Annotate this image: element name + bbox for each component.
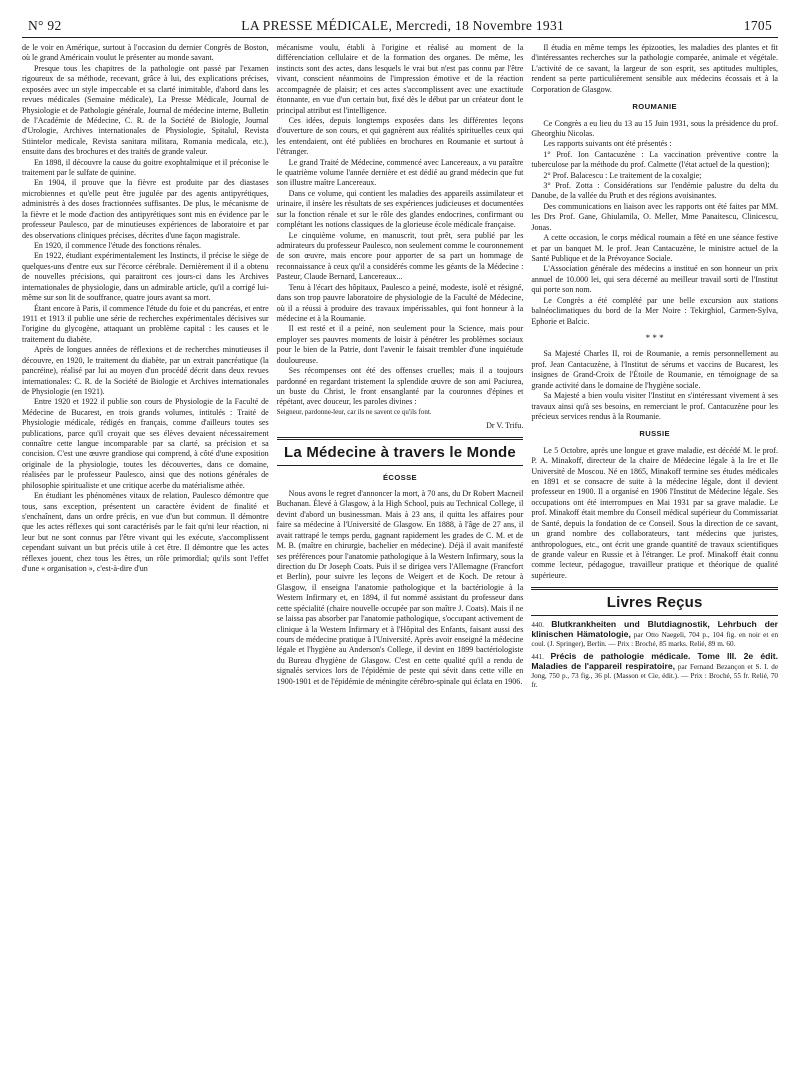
- column-3: [531, 43, 778, 690]
- paragraph: Le Congrès a été complété par une belle excursion aux stations balnéoclimatiques du bord de la Mer Noire : Tekirghiol, Carmen-Sylva, Ephorie et Balcic.: [531, 295, 779, 326]
- separator-stars: * * *: [645, 332, 664, 343]
- paragraph: En 1904, il prouve que la fièvre est produite par des diastases microbiennes et qu'elle peut être jugulée par des agents antipyrétiques, administrés à des doses fractionnées suffisantes. De plus, le mécanisme de la fièvre et le mode d'action des antipyrétiques sont mis en évidence par le professeur Paulesco, par de minutieuses expériences de laboratoire et par des observations cliniques précises, décrites d'une façon magistrale.: [22, 178, 269, 240]
- paragraph: Ce Congrès a eu lieu du 13 au 15 Juin 1931, sous la présidence du prof. Gheorghiu Nicolas.: [531, 118, 779, 138]
- paragraph: Dans ce volume, qui contient les maladies des appareils assimilateur et urinaire, il insère les résultats de ses expériences judicieuses et documentées sur la fonction rénale et sur le rôle des glandes endocrines, confirmant ou complétant les notions classiques de la glorieuse école médicale française.: [276, 188, 524, 230]
- paragraph: En 1898, il découvre la cause du goitre exophtalmique et il préconise le traitement par le sulfate de quinine.: [22, 157, 269, 178]
- paragraph: Après de longues années de réflexions et de recherches minutieuses il découvre, en 1920, le traitement du diabète, par un extrait pancréatique (la pancréine), réalisé par lui au moyen d'un procédé décrit dans deux revues internationales: C. R. de la Société de Biologie et Archives internationales de Physiologie (en 1921).: [22, 345, 269, 396]
- book-entry: [531, 652, 778, 690]
- divider: [277, 465, 524, 466]
- column-1: [22, 43, 269, 690]
- russie-text: Le 5 Octobre, après une longue et grave maladie, est décédé M. le prof. P. A. Minakoff, directeur de la chaire de Médecine légale à la Ire et IIe Université de Moscou. Né en 1865, Minakoff termine ses études médicales en 1891 et se consacre de suite à la médecine légale, dont il devient professeur en 1900. Il a organisé en 1906 l'Institut de Médecine légale. Ses occupations ont été interrompues en Mai 1931 par sa grave maladie. Le prof. Minakoff était membre du Conseil médical supérieur du Commissariat de Santé, depuis la fondation de ce Conseil. Sous la direction de ce savant, un grand nombre des collaborateurs, tant médecins que juristes, anthropologues, etc., ont écrit une grande quantité de travaux scientifiques de grande valeur en Russie et à l'étranger. Le prof. Minakoff était connu comme lecteur, pédagogue, travailleur pratique et théorique de qualité supérieure.: [531, 445, 779, 580]
- paragraph: Presque tous les chapitres de la pathologie ont passé par l'examen rigoureux de sa méthode, recevant, grâce à lui, des explications précises, exposées avec un style impeccable et sa clarté inimitable, d'abord dans les revues médicales (Semaine médicale), La Presse Médicale, Journal de Physiologie et de Pathologie générale, Journal de médecine interne, Bulletin de l'Académie de Médecine, C. R. de la Société de Biologie, Journal d'Urologie, Archives internationales de Physiologie, Spitalul, Revista Stiintelor medicale, Revista sanitara militara, Romania medicala, etc.), ensuite dans des brochures et des traités de grande valeur.: [22, 63, 269, 157]
- section-divider: [531, 587, 778, 590]
- paragraph: Entre 1920 et 1922 il publie son cours de Physiologie de la Faculté de Médecine de Bucarest, en trois grands volumes, intitulés : Traité de Physiologie médicale, rédigés en français, comme d'ailleurs toutes ses publications, parce qu'il croyait que ses élèves devaient nécessairement connaître cette langue incomparable par sa clarté, sa précision et sa concision. C'est une œuvre grandiose qui comprend, à côté d'une exposition originale de la physiologie, toutes les découvertes, dans ce domaine, réalisées par le professeur Paulesco, ainsi que des notions générales de philosophie spiritualiste et une critique acerbe du matérialisme athée.: [22, 397, 269, 490]
- paragraph: mécanisme voulu, établi à l'origine et réalisé au moment de la différenciation cellulaire et de la formation des organes. De même, les instincts sont des actes, dans lesquels le vrai but n'est pas connu par l'être vivant, conscient néanmoins de l'impression émotive et de la réaction accompagnée de plaisir; et ces actes s'accomplissent avec une exactitude étonnante, en vue d'un certain but, fixé dès le début par un créateur dont le principal attribut est l'intelligence.: [276, 43, 524, 115]
- paragraph: Des communications en liaison avec les rapports ont été faites par MM. les Drs Prof. Gane, Ghiulamila, O. Meller, Mme Panaitescu, Clinicescu, Jonas.: [531, 201, 779, 232]
- paragraph: Ces idées, depuis longtemps exposées dans les différentes leçons d'ouverture de son cours, et qui gagnèrent aux réalités spirituelles ceux qui les entendaient, ont été publiées en brochures en Roumanie et surtout à l'étranger.: [276, 115, 524, 157]
- page-number: 1705: [743, 18, 772, 33]
- paragraph: Étant encore à Paris, il commence l'étude du foie et du pancréas, et entre 1911 et 1913 il publie une série de recherches expérimentales décisives sur l'origine du glycogène, attaquant un problème capital : les causes et le traitement du diabète.: [22, 303, 269, 344]
- paragraph: Ses récompenses ont été des offenses cruelles; mais il a toujours pardonné en regardant tristement la splendide œuvre de son ami Paciurea, un buste du Christ, le front ensanglanté par la couronnes d'épines et répétant, avec douceur, les paroles divines :: [276, 366, 524, 407]
- paragraph: 3° Prof. Zotta : Considérations sur l'endémie palustre du delta du Danube, de la vallée du Pruth et des régions avoisinantes.: [531, 181, 779, 201]
- column-2: [277, 43, 524, 690]
- paragraph: Sa Majesté a bien voulu visiter l'Institut en s'intéressant vivement à ses travaux ainsi qu'à ses besoins, en remerciant le prof. Cantacuzène pour les précieux services rendus à la Roumanie.: [531, 391, 779, 421]
- columns: [22, 43, 778, 690]
- livres-title: Livres Reçus: [606, 594, 703, 612]
- book-title: Précis de pathologie médicale. Tome III. 2e édit. Maladies de l'appareil respiratoire,: [531, 650, 779, 672]
- paragraph: A cette occasion, le corps médical roumain a fêté en une séance festive et par un banquet M. le prof. Jean Cantacuzène, le ministre actuel de la Santé Publique et de la Prévoyance Sociale.: [531, 233, 779, 264]
- section-divider: [277, 437, 524, 440]
- ecosse-text-cont: Il étudia en même temps les épizooties, les maladies des plantes et fit d'intéressantes recherches sur la pathologie comparée, animale et végétale. L'activité de ce savant, la largeur de son esprit, ses aptitudes multiples, rendent sa perte particulièrement sensible aux médecins écossais et à la Corporation de Glasgow.: [531, 43, 779, 94]
- paragraph: L'Association générale des médecins a institué en son honneur un prix annuel de 10.000 lei, qui sera décerné au meilleur travail sorti de l'Institut qui porte son nom.: [531, 264, 779, 295]
- journal-title: LA PRESSE MÉDICALE, Mercredi, 18 Novembre 1931: [241, 18, 565, 33]
- paragraph: Il est resté et il a peiné, non seulement pour la Science, mais pour employer ses pauvres moments de loisir à pénétrer les problèmes sociaux pour le bien de la Patrie, dont l'avenir le faisait trembler d'une inquiétude douloureuse.: [276, 324, 524, 365]
- issue-number: N° 92: [28, 18, 62, 33]
- signature: Dr V. Trifu.: [486, 420, 524, 430]
- quote: Seigneur, pardonne-leur, car ils ne savent ce qu'ils font.: [276, 407, 432, 416]
- paragraph: Tenu à l'écart des hôpitaux, Paulesco a peiné, modeste, isolé et résigné, dans son trop pauvre laboratoire de physiologie de la Faculté de Médecine, où il a réussi à produire des travaux impérissables, qui font honneur à la médecine et à la Roumanie.: [276, 282, 524, 323]
- paragraph: de le voir en Amérique, surtout à l'occasion du dernier Congrès de Boston, où le grand Américain voulut le présenter au monde savant.: [22, 43, 269, 63]
- ecosse-heading: ÉCOSSE: [382, 472, 418, 482]
- book-details: par Otto Naegeli, 704 p., 104 fig. en noir et en coul. (J. Springer), Berlin. — Prix : Broché, 85 marks. Relié, 89 m. 60.: [531, 630, 779, 648]
- book-number: 440.: [531, 620, 544, 629]
- paragraph: 1° Prof. Ion Cantacuzène : La vaccination préventive contre la tuberculose par la méthode du prof. Calmette (l'état actuel de la question);: [531, 149, 779, 170]
- paragraph: 2° Prof. Balacescu : Le traitement de la coxalgie;: [543, 170, 702, 180]
- section-title: La Médecine à travers le Monde: [284, 444, 516, 462]
- divider: [531, 615, 778, 616]
- newspaper-page: [22, 18, 778, 690]
- paragraph: Le cinquième volume, en manuscrit, tout prêt, sera publié par les admirateurs du professeur Paulesco, non seulement comme le couronnement de son œuvre, mais encore pour apporter de sa part un hommage de reconnaissance à ceux qu'il a considérés comme les géants de la Médecine : Pasteur, Claude Bernard, Lancereaux...: [276, 230, 524, 282]
- roumanie-heading: ROUMANIE: [632, 102, 677, 112]
- paragraph: Sa Majesté Charles II, roi de Roumanie, a remis personnellement au prof. Jean Cantacuzène, à l'Institut de sérums et vaccins de Bucarest, les insignes de Grand-Croix de l'Étoile de Roumanie, en témoignage de sa grande activité dans le domaine de l'hygiène sociale.: [531, 349, 779, 390]
- russie-heading: RUSSIE: [639, 429, 671, 439]
- page-header: [22, 18, 778, 38]
- book-details: par Fernand Bezançon et S. I. de Jong, 750 p., 73 fig., 36 pl. (Masson et Cie, édit.). — Prix : Broché, 55 fr. Relié, 70 fr.: [531, 663, 779, 690]
- ecosse-text: Nous avons le regret d'annoncer la mort, à 70 ans, du Dr Robert Macneil Buchanan. Élevé à Glasgow, à la High School, puis au Technical College, il devint d'abord un businessman. Mais à 23 ans, il quitta les affaires pour faire sa médecine à l'Université de Glasgow. En 1888, à l'âge de 27 ans, il avait rattrapé le temps perdu, gagnant rapidement les grades de C. M. et de M. B. (maître en chirurgie, bachelier en médecine). Déjà il avait manifesté ses préférences pour l'anatomie pathologique à la Western Infirmary, sous la direction du Dr Joseph Coats. Puis il se dirigea vers l'Allemagne (Francfort et Berlin), pour suivre les leçons de Weigert et de Koch. De retour à Glasgow, il enseigna l'anatomie pathologique et la bactériologie à la Western Infirmary et, en 1894, il fut nommé assistant du professeur dans cette spécialité (chaire nouvelle occupée par son maître J. Coats). Mais il ne se laissa pas absorber par l'anatomie pathologique, s'occupant activement de clinique à la Western Infirmary et à l'Hôpital des Enfants, faisant aussi des cours de médecine pratique à l'Université. Après avoir enseigné la médecine légale et l'hygiène au Anderson's College, il devint en 1899 bactériologiste du Bureau d'hygiène de Glasgow. C'est en cette qualité qu'il a rendu de signalés services lors de l'épidémie de peste qui sévit dans cette ville en 1900-1901 et de l'épidémie de méningite cérébro-spinale qui éclata en 1906.: [276, 489, 524, 686]
- book-entry: [531, 620, 778, 649]
- book-number: 441.: [531, 652, 544, 661]
- paragraph: Le grand Traité de Médecine, commencé avec Lancereaux, a vu paraître le quatrième volume l'année dernière et est dédié au grand médecin que fut son illustre maître Lancereaux.: [276, 157, 524, 188]
- paragraph: En 1920, il commence l'étude des fonctions rénales.: [34, 241, 202, 251]
- book-title: Blutkrankheiten und Blutdiagnostik, Lehrbuch der klinischen Hämatologie,: [531, 618, 779, 639]
- paragraph: En étudiant les phénomènes vitaux de relation, Paulesco démontre que tous, sans exception, présentent un caractère évident de finalité et s'enchaînent, dans un ordre précis, en vue d'un but commun. Il démontre que les actes réflexes qui sont caractérisés par le fait qu'ni leur réaction, ni leur but ne sont connus par l'être vivant qui les exécute, s'accomplissent cependant suivant un but précis utile à cet être. Il démontre que les actes réflexes jouent, chez tous les êtres, un rôle primordial; qu'ils sont l'effet d'une « organisation », c'est-à-dire d'un: [22, 491, 269, 574]
- paragraph: Les rapports suivants ont été présentés :: [543, 139, 672, 149]
- paragraph: En 1922, étudiant expérimentalement les Instincts, il précise le siège de quelques-uns d'entre eux sur l'écorce cérébrale. Dernièrement il il a obtenu de nouvelles précisions, qui paraitront ces jours-ci dans les Archives internationales de physiologie, dans un admirable article, qu'il a corrigé lui-même sur son lit de souffrance, quatre jours avant sa mort.: [22, 251, 269, 303]
